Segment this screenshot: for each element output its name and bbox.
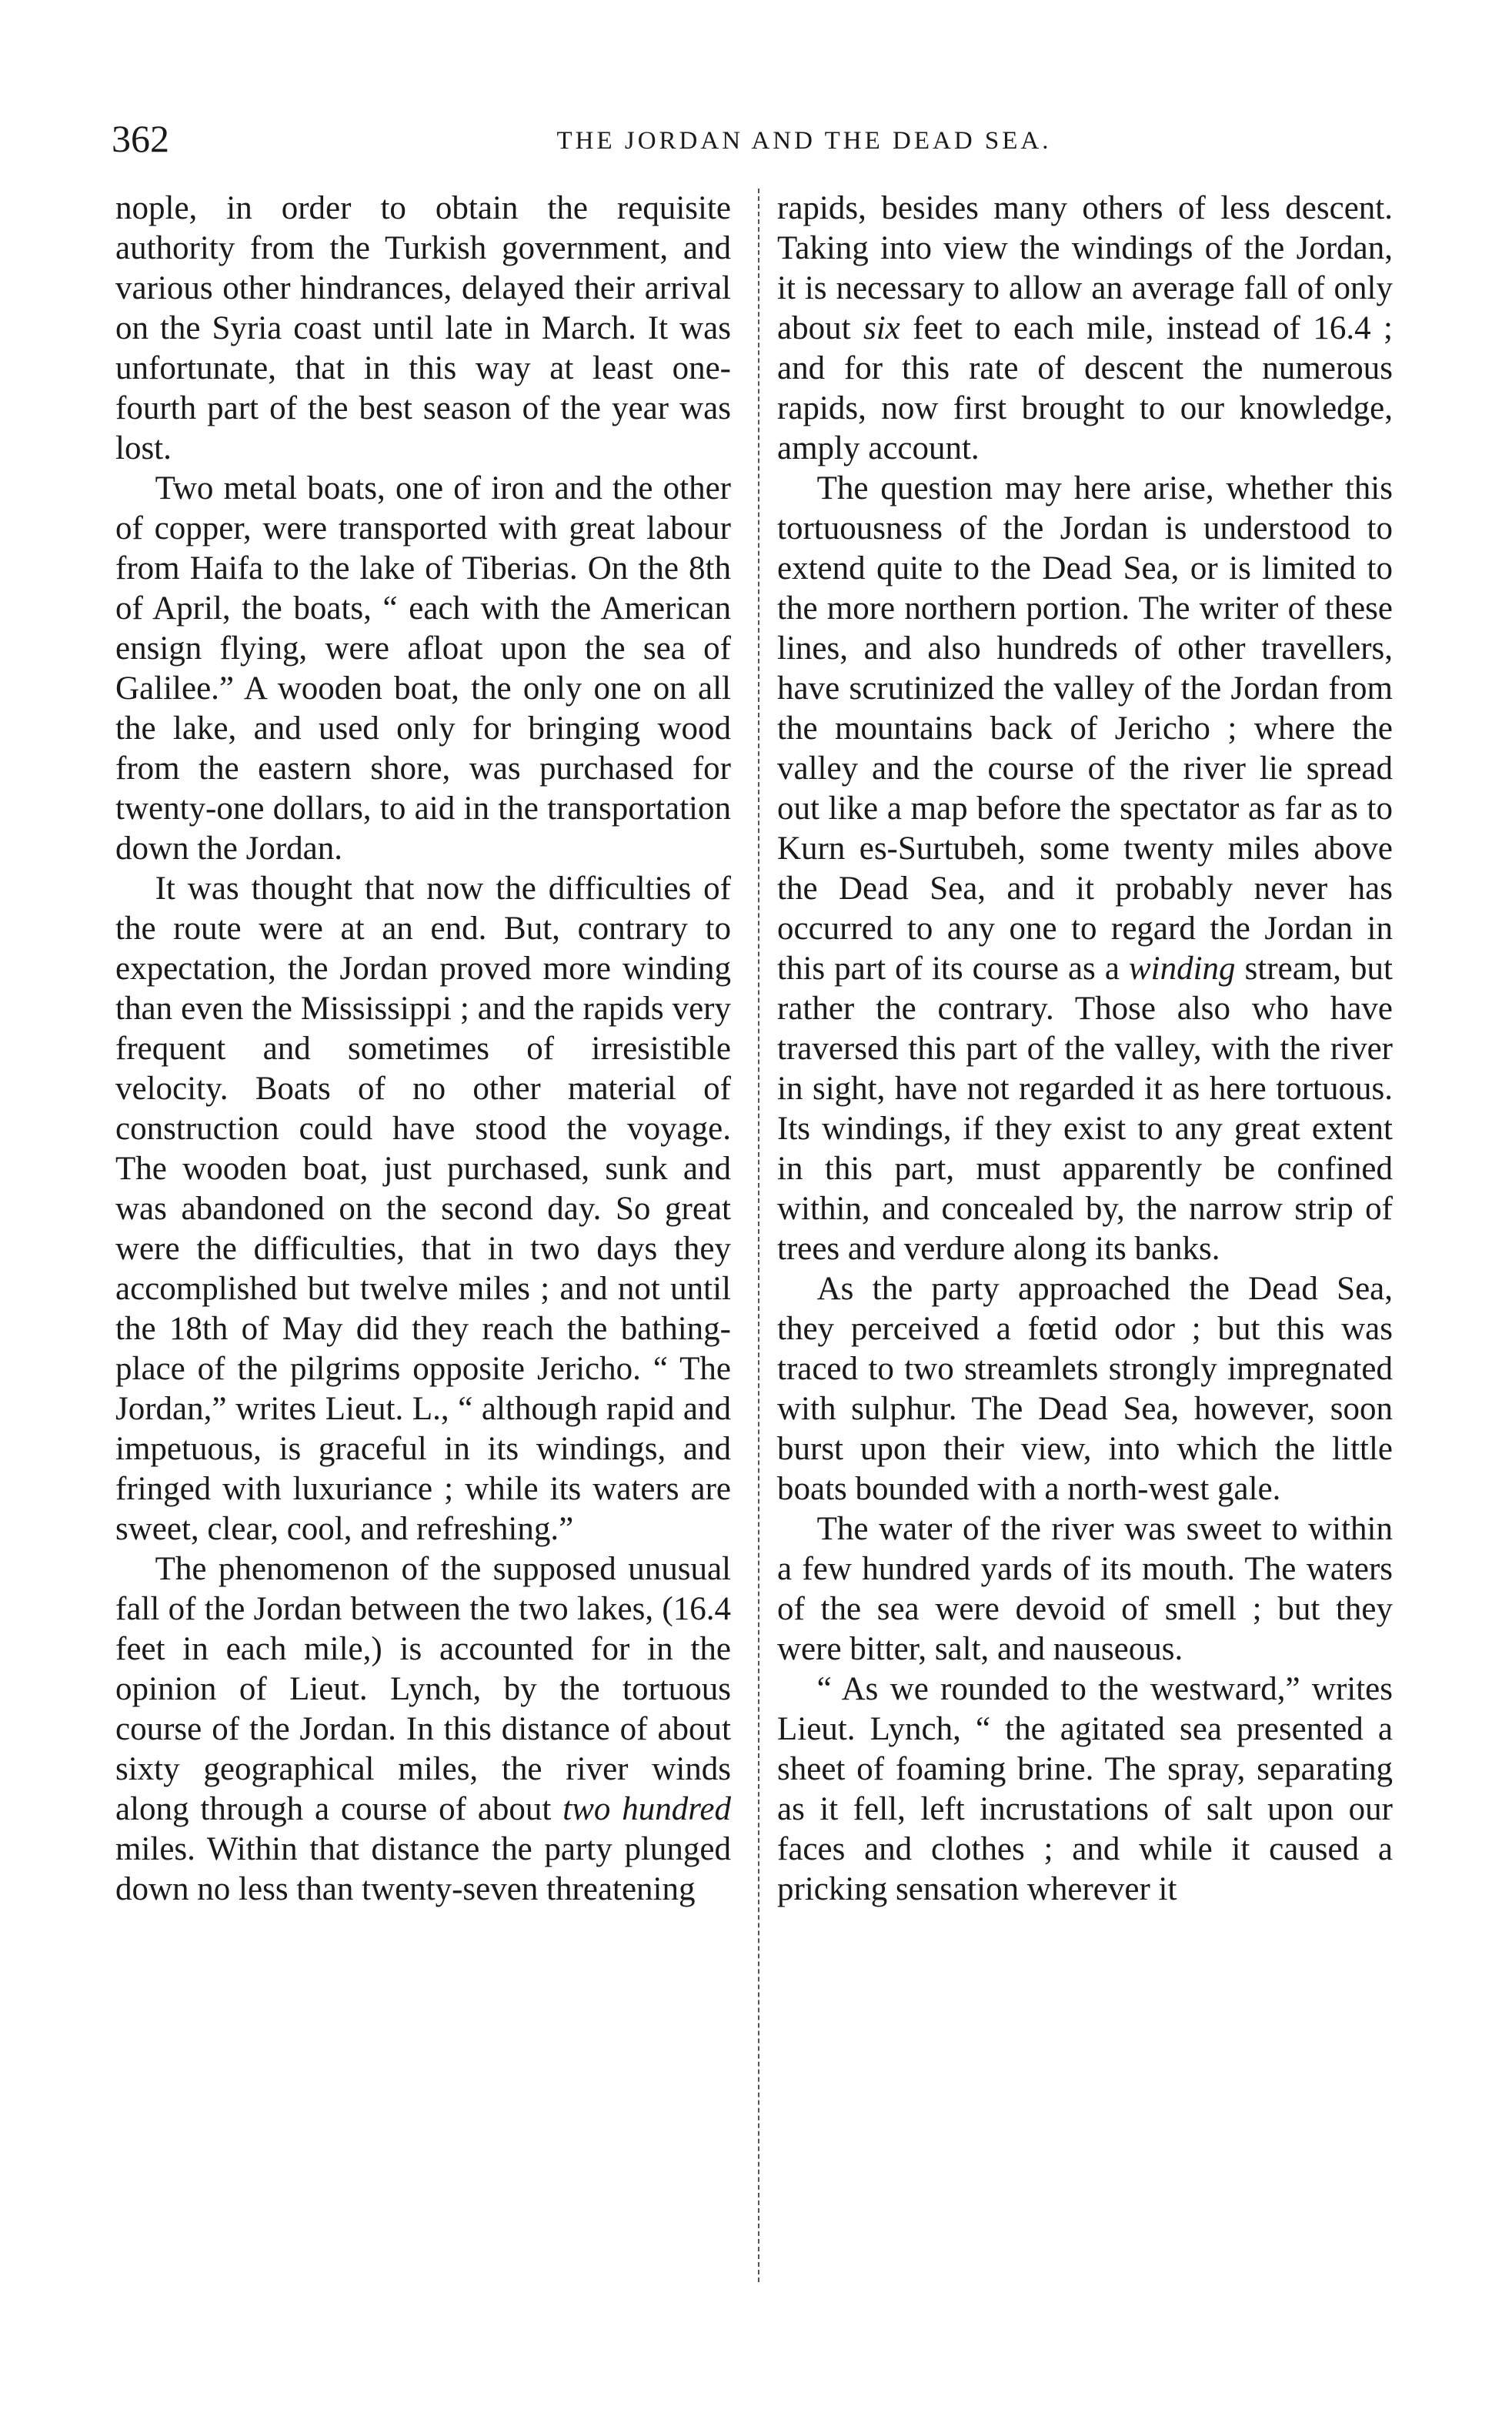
paragraph: It was thought that now the difficulties of the route were at an end. But, contrary to expectation, the Jordan proved more winding than even the Mississippi ; and the rapids very frequent and sometimes of irresistible velocity. Boats of no other material of construction could have stood the voyage. The wooden boat, just purchased, sunk and was abandoned on the second day. So great were the difficulties, that in two days they accomplished but twelve miles ; and not until the 18th of May did they reach the bathing-place of the pilgrims opposite Jericho. “ The Jordan,” writes Lieut. L., “ although rapid and impetuous, is graceful in its windings, and fringed with luxuriance ; while its waters are sweet, clear, cool, and refreshing.” [115, 871, 731, 1547]
paragraph: Two metal boats, one of iron and the other of copper, were transported with great labour from Haifa to the lake of Tiberias. On the 8th of April, the boats, “ each with the American ensign flying, were afloat upon the sea of Galilee.” A wooden boat, the only one on all the lake, and used only for bringing wood from the eastern shore, was purchased for twenty-one dollars, to aid in the transportation down the Jordan. [115, 470, 731, 867]
paragraph: The water of the river was sweet to within a few hundred yards of its mouth. The waters of the sea were devoid of smell ; but they were bitter, salt, and nauseous. [777, 1511, 1393, 1667]
paragraph: “ As we rounded to the westward,” writes Lieut. Lynch, “ the agitated sea presented a sheet of foaming brine. The spray, separating as it fell, left incrustations of salt upon our faces and clothes ; and while it caused a pricking sensation wherever it [777, 1671, 1393, 1907]
text-run: rapids, besides many others of less descent. Taking into view the windings of the Jordan, it is necessary to allow an average fall of only about [777, 190, 1393, 346]
text-run: feet to each mile, instead of 16.4 ; and for this rate of descent the numerous rapids, now first brought to our knowledge, amply account. [777, 310, 1393, 466]
text-run: stream, but rather the contrary. Those also who have traversed this part of the valley, with the river in sight, have not regarded it as here tortuous. Its windings, if they exist to any great extent in this part, must apparently be confined within, and concealed by, the narrow strip of trees and verdure along its banks. [777, 951, 1393, 1267]
paragraph [777, 189, 1393, 469]
text-run: The phenomenon of the supposed unusual fall of the Jordan between the two lakes, (16.4 feet in each mile,) is accounted for in the opinion of Lieut. Lynch, by the tortuous course of the Jordan. In this distance of about sixty geographical miles, the river winds along through a course of about [115, 1551, 731, 1827]
running-head: THE JORDAN AND THE DEAD SEA. [556, 127, 1052, 155]
paragraph: As the party approached the Dead Sea, they perceived a fœtid odor ; but this was traced to two streamlets strongly impregnated with sulphur. The Dead Sea, however, soon burst upon their view, into which the little boats bounded with a north-west gale. [777, 1271, 1393, 1507]
text-run: The question may here arise, whether this tortuousness of the Jordan is understood to extend quite to the Dead Sea, or is limited to the more northern portion. The writer of these lines, and also hundreds of other travellers, have scrutinized the valley of the Jordan from the mountains back of Jericho ; where the valley and the course of the river lie spread out like a map before the spectator as far as to Kurn es-Surtubeh, some twenty miles above the Dead Sea, and it probably never has occurred to any one to regard the Jordan in this part of its course as a [777, 470, 1393, 987]
page-header [112, 115, 1404, 169]
column-divider [758, 189, 759, 2282]
paragraph [115, 1549, 731, 1910]
text-run: miles. Within that distance the party plunged down no less than twenty-seven threatening [115, 1831, 731, 1907]
left-column [115, 189, 731, 1910]
paragraph: nople, in order to obtain the requisite authority from the Turkish government, and various other hindrances, delayed their arrival on the Syria coast until late in March. It was unfortunate, that in this way at least one-fourth part of the best season of the year was lost. [115, 190, 731, 466]
italic-run: six [863, 310, 900, 346]
paragraph [777, 469, 1393, 1269]
italic-run: winding [1128, 951, 1236, 987]
right-column [777, 189, 1393, 1910]
page-number: 362 [112, 117, 169, 160]
italic-run: two hundred [562, 1791, 731, 1827]
